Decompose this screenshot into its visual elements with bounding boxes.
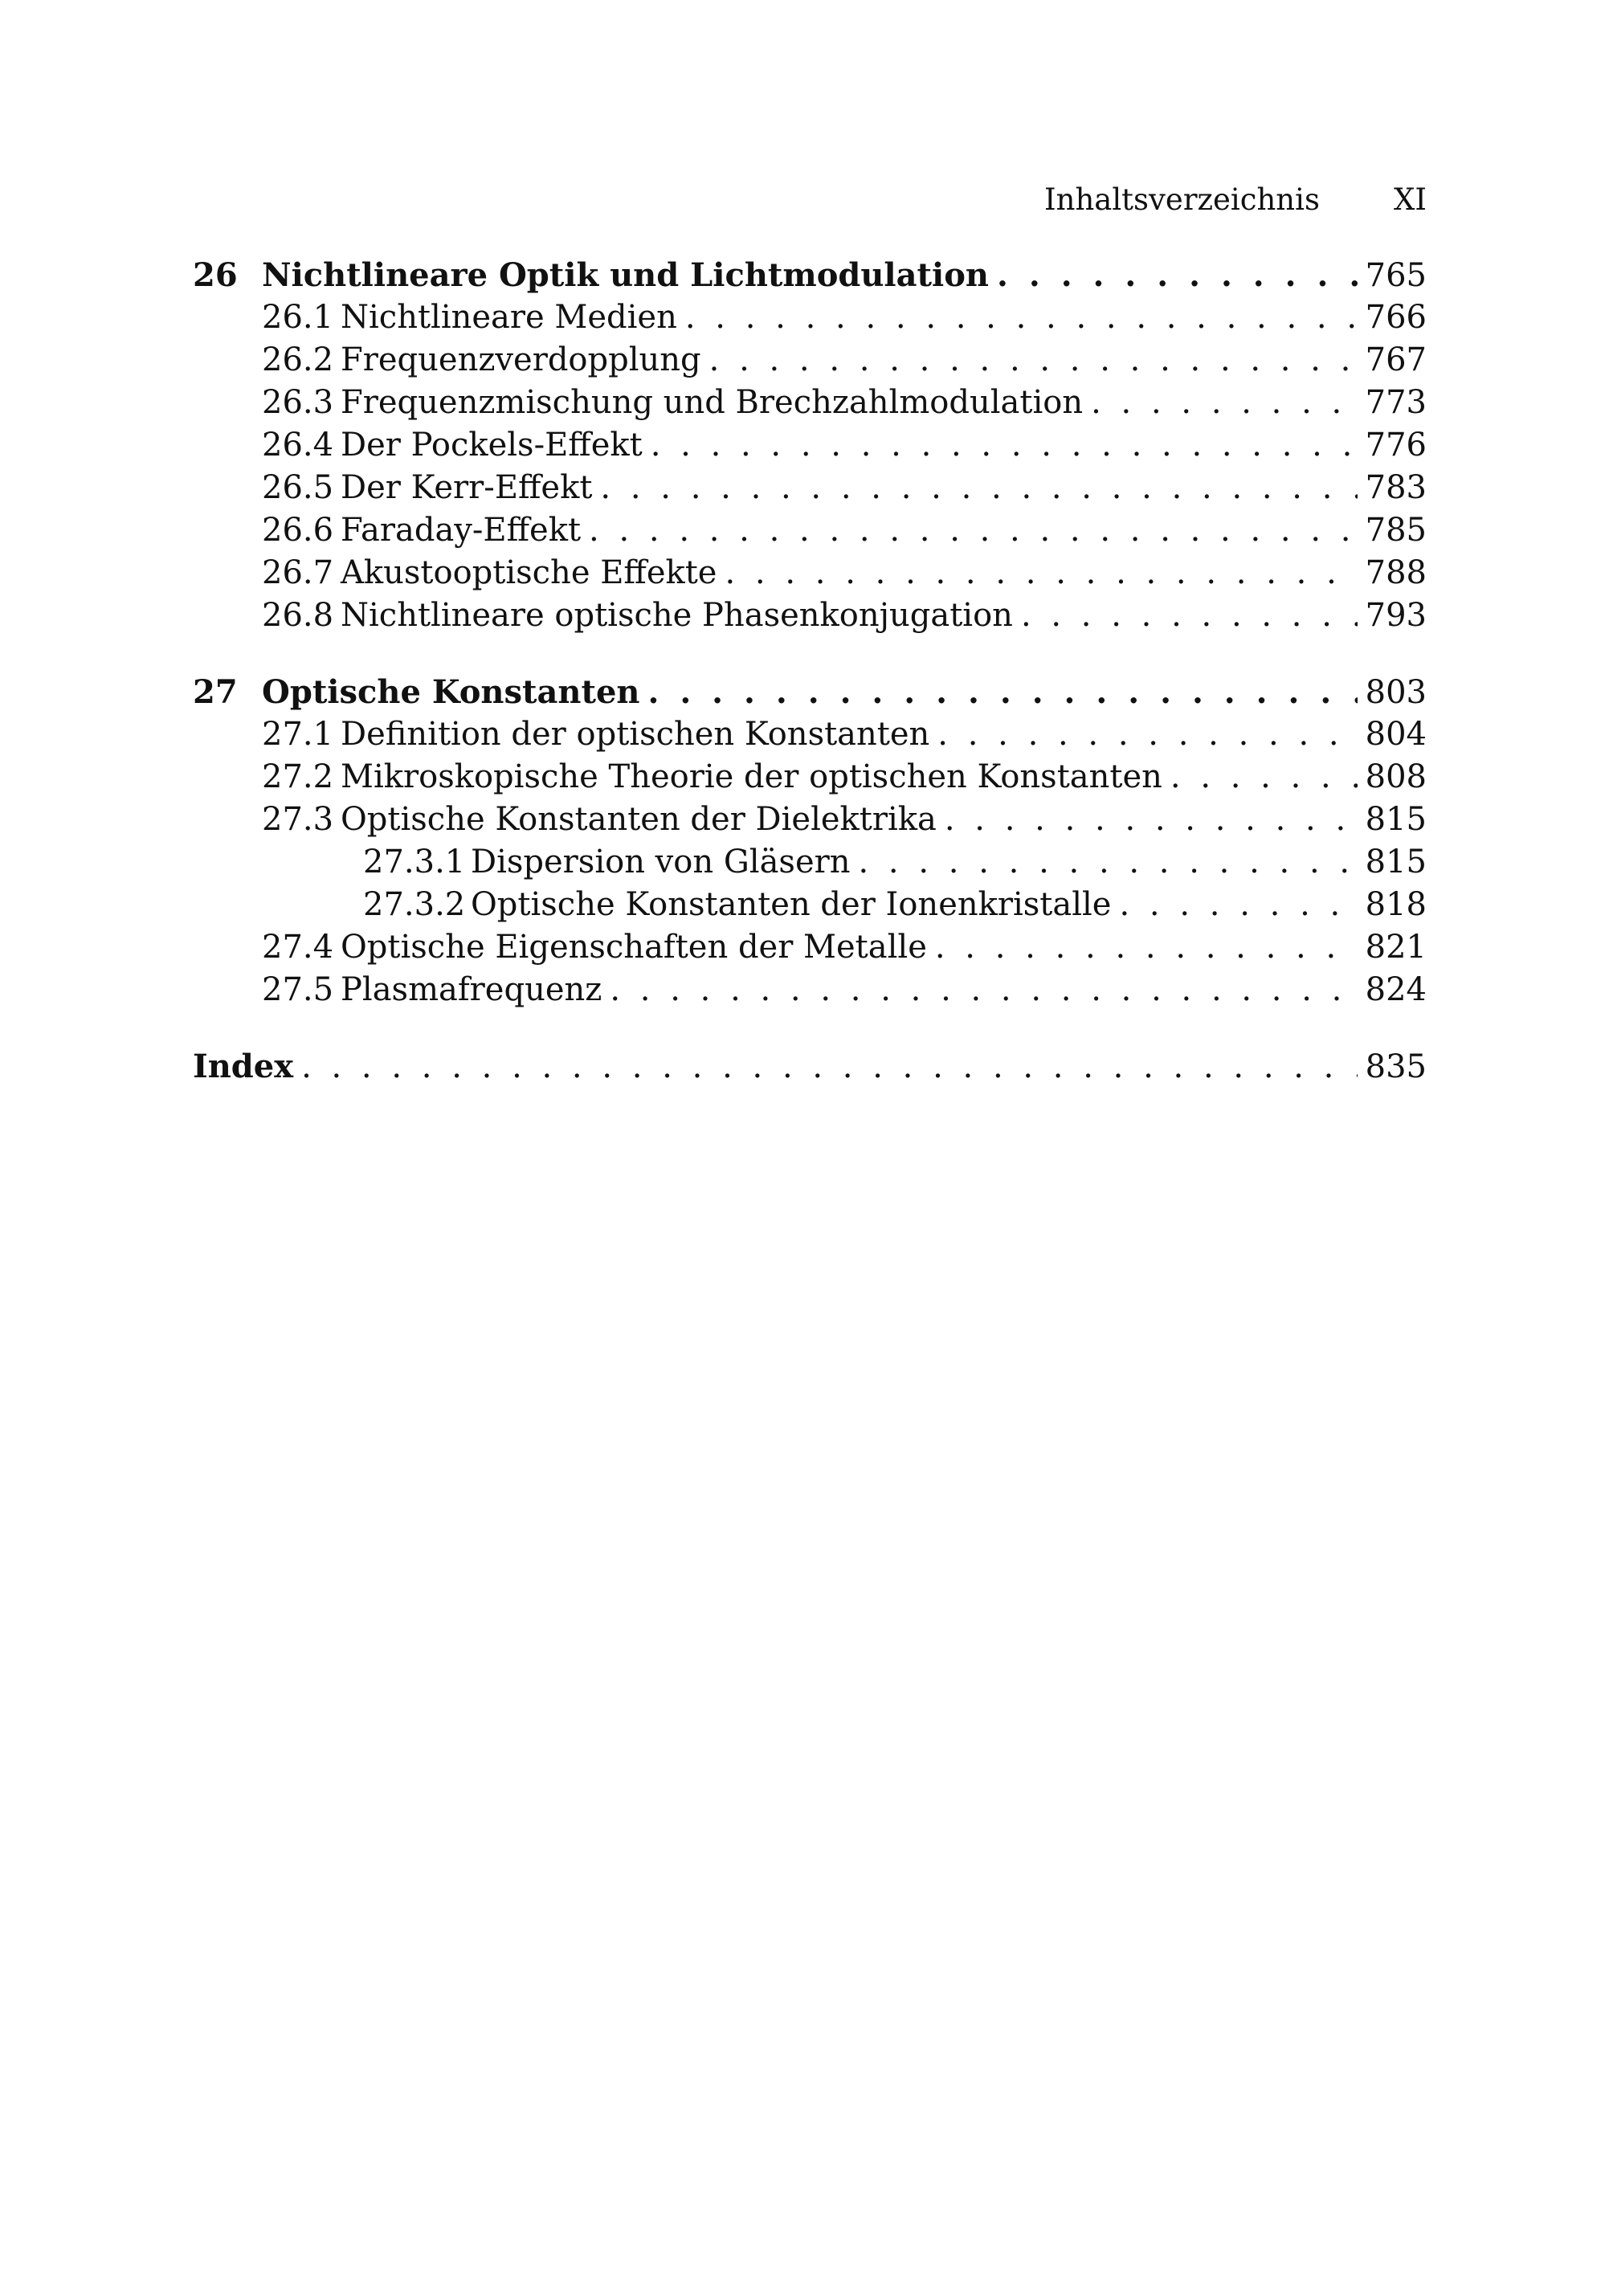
section-title: Plasmafrequenz	[341, 971, 602, 1008]
chapter-number: 26	[193, 256, 238, 294]
section-number: 27.4	[262, 929, 334, 966]
chapter-number: 27	[193, 673, 238, 711]
section-page: 821	[1365, 929, 1427, 966]
subsection-number: 27.3.1	[363, 844, 466, 880]
toc-section-26-2[interactable]	[193, 339, 1427, 382]
dot-leader	[725, 552, 1357, 594]
section-page: 785	[1365, 512, 1427, 549]
toc-index[interactable]	[193, 1045, 1427, 1088]
section-number: 27.5	[262, 971, 334, 1008]
toc-section-26-5[interactable]	[193, 467, 1427, 509]
section-number: 26.4	[262, 427, 334, 464]
toc-section-27-2[interactable]	[193, 756, 1427, 799]
toc-section-27-1[interactable]	[193, 713, 1427, 756]
dot-leader	[1119, 884, 1357, 926]
section-title: Akustooptische Effekte	[341, 554, 717, 591]
section-page: 793	[1365, 597, 1427, 634]
section-title: Nichtlineare optische Phasenkonjugation	[341, 597, 1013, 634]
chapter-title: Optische Konstanten	[262, 673, 640, 711]
section-page: 767	[1365, 341, 1427, 378]
toc-section-26-3[interactable]	[193, 382, 1427, 424]
toc-section-26-4[interactable]	[193, 424, 1427, 467]
section-page: 766	[1365, 299, 1427, 336]
section-number: 27.3	[262, 801, 334, 838]
section-title: Nichtlineare Medien	[341, 299, 677, 336]
section-page: 783	[1365, 469, 1427, 506]
section-page: 788	[1365, 554, 1427, 591]
toc-subsection-27-3-1[interactable]	[193, 841, 1427, 884]
subsection-title: Dispersion von Gläsern	[471, 844, 851, 880]
section-page: 808	[1365, 758, 1427, 795]
toc-section-27-5[interactable]	[193, 969, 1427, 1011]
dot-leader	[859, 841, 1358, 884]
section-number: 26.8	[262, 597, 334, 634]
dot-leader	[1091, 382, 1358, 424]
section-page: 815	[1365, 801, 1427, 838]
dot-leader	[610, 969, 1357, 1011]
dot-leader	[1170, 756, 1358, 799]
section-page: 776	[1365, 427, 1427, 464]
section-title: Optische Eigenschaften der Metalle	[341, 929, 927, 966]
dot-leader	[1021, 594, 1358, 637]
subsection-page: 815	[1365, 844, 1427, 880]
toc-section-27-3[interactable]	[193, 799, 1427, 841]
toc-subsection-27-3-2[interactable]	[193, 884, 1427, 926]
section-number: 26.1	[262, 299, 334, 336]
dot-leader	[685, 296, 1358, 339]
section-number: 26.7	[262, 554, 334, 591]
section-title: Definition der optischen Konstanten	[341, 716, 930, 753]
index-title: Index	[193, 1048, 294, 1085]
section-title: Frequenzverdopplung	[341, 341, 701, 378]
toc-section-26-6[interactable]	[193, 509, 1427, 552]
toc-section-26-1[interactable]	[193, 296, 1427, 339]
dot-leader	[600, 467, 1357, 509]
dot-leader	[647, 671, 1357, 713]
toc-section-27-4[interactable]	[193, 926, 1427, 969]
toc-section-26-8[interactable]	[193, 594, 1427, 637]
section-title: Faraday-Effekt	[341, 512, 582, 549]
chapter-spacer	[193, 637, 1427, 671]
index-page: 835	[1365, 1048, 1427, 1085]
dot-leader	[937, 713, 1357, 756]
table-of-contents	[193, 254, 1427, 1088]
chapter-spacer	[193, 1011, 1427, 1045]
toc-chapter-26[interactable]	[193, 254, 1427, 296]
page-number: XI	[1394, 182, 1427, 217]
dot-leader	[945, 799, 1358, 841]
dot-leader	[709, 339, 1358, 382]
section-number: 26.2	[262, 341, 334, 378]
section-page: 773	[1365, 384, 1427, 421]
section-page: 804	[1365, 716, 1427, 753]
section-title: Mikroskopische Theorie der optischen Konstanten	[341, 758, 1162, 795]
section-number: 26.5	[262, 469, 334, 506]
subsection-page: 818	[1365, 886, 1427, 923]
section-number: 26.6	[262, 512, 334, 549]
toc-section-26-7[interactable]	[193, 552, 1427, 594]
section-title: Optische Konstanten der Dielektrika	[341, 801, 937, 838]
running-header	[1044, 180, 1427, 219]
section-title: Frequenzmischung und Brechzahlmodulation	[341, 384, 1084, 421]
dot-leader	[301, 1046, 1358, 1089]
section-page: 824	[1365, 971, 1427, 1008]
section-number: 27.1	[262, 716, 334, 753]
chapter-page: 765	[1365, 257, 1427, 294]
dot-leader	[935, 926, 1358, 969]
toc-chapter-27[interactable]	[193, 671, 1427, 713]
section-number: 26.3	[262, 384, 334, 421]
section-title: Der Kerr-Effekt	[341, 469, 593, 506]
chapter-title: Nichtlineare Optik und Lichtmodulation	[262, 256, 989, 294]
chapter-page: 803	[1365, 674, 1427, 711]
section-title: Der Pockels-Effekt	[341, 427, 643, 464]
subsection-title: Optische Konstanten der Ionenkristalle	[471, 886, 1112, 923]
dot-leader	[997, 254, 1358, 296]
section-number: 27.2	[262, 758, 334, 795]
running-title: Inhaltsverzeichnis	[1044, 182, 1320, 217]
dot-leader	[651, 424, 1358, 467]
subsection-number: 27.3.2	[363, 886, 466, 923]
dot-leader	[589, 509, 1358, 552]
